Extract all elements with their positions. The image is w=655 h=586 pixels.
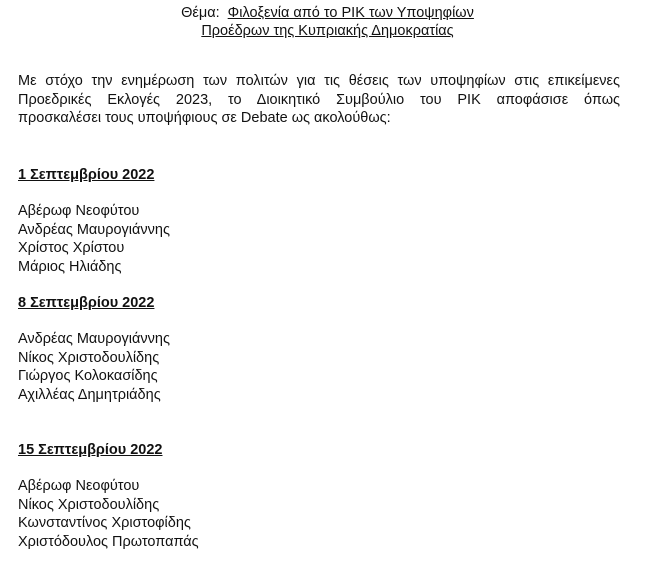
subject-label: Θέμα: (181, 5, 220, 21)
subject-title-line-2: Προέδρων της Κυπριακής Δημοκρατίας (201, 23, 454, 39)
debate-date: 8 Σεπτεμβρίου 2022 (18, 295, 155, 311)
candidate-name: Αχιλλέας Δημητριάδης (18, 386, 161, 403)
candidate-name: Νίκος Χριστοδουλίδης (18, 349, 160, 366)
candidate-name: Γιώργος Κολοκασίδης (18, 368, 158, 384)
candidate-list (18, 202, 170, 276)
subject-title-line-1: Φιλοξενία από το ΡΙΚ των Υποψηφίων (227, 5, 474, 21)
debate-section-2 (18, 294, 170, 404)
candidate-list (18, 330, 170, 404)
subject-line-1 (0, 4, 655, 22)
candidate-name: Χρίστος Χρίστου (18, 240, 125, 256)
intro-line-1: Με στόχο την ενημέρωση των πολιτών για τις θέσεις των υποψηφίων στις επικείμενες (18, 73, 620, 89)
intro-line-3: προσκαλέσει τους υποψήφιους σε Debate ως ακολούθως: (18, 110, 391, 126)
candidate-name: Αβέρωφ Νεοφύτου (18, 478, 140, 494)
candidate-name: Αβέρωφ Νεοφύτου (18, 203, 140, 219)
intro-paragraph (18, 72, 620, 128)
debate-date: 15 Σεπτεμβρίου 2022 (18, 442, 163, 458)
candidate-name: Ανδρέας Μαυρογιάννης (18, 221, 170, 238)
candidate-list (18, 477, 199, 551)
intro-line-2: Προεδρικές Εκλογές 2023, το Διοικητικό Συμβούλιο του ΡΙΚ αποφάσισε όπως (18, 91, 620, 108)
debate-section-3 (18, 441, 199, 551)
candidate-name: Ανδρέας Μαυρογιάννης (18, 331, 170, 347)
candidate-name: Νίκος Χριστοδουλίδης (18, 496, 160, 513)
debate-date: 1 Σεπτεμβρίου 2022 (18, 167, 155, 183)
debate-section-1 (18, 166, 170, 276)
candidate-name: Κωνσταντίνος Χριστοφίδης (18, 515, 191, 531)
subject-header (0, 4, 655, 40)
subject-line-2 (0, 22, 655, 40)
candidate-name: Μάριος Ηλιάδης (18, 258, 122, 275)
candidate-name: Χριστόδουλος Πρωτοπαπάς (18, 533, 199, 550)
